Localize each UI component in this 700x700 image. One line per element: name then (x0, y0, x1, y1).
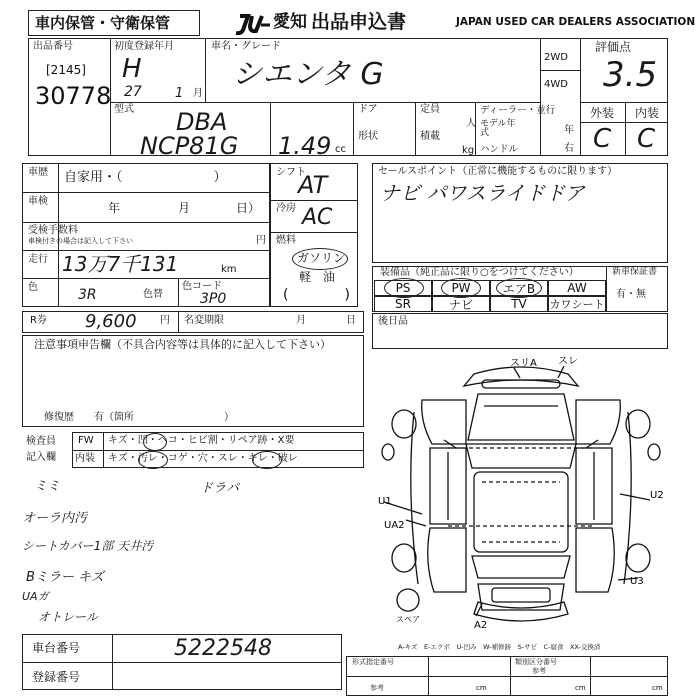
note-3: オーラ内汚 (22, 511, 88, 526)
circle-scuff (252, 451, 282, 469)
note-6: UAガ (22, 590, 49, 603)
equip-leather: カワシート (549, 298, 605, 311)
recycle-unit: 円 (160, 315, 170, 326)
door-label: ドア (358, 104, 378, 115)
inspection-label: 車検 (28, 196, 48, 207)
chassis-value: 5222548 (174, 636, 272, 661)
equipment-label: 装備品（純正品に限り○をつけてください） (380, 267, 579, 278)
color-value: 3R (78, 287, 97, 303)
back-date-block (372, 313, 668, 349)
score-value: 3.5 (603, 55, 658, 95)
equip-pw: PW (432, 280, 490, 296)
selling-label: セールスポイント（正常に機能するものに限ります） (378, 166, 618, 177)
note-1: ミミ (34, 479, 61, 494)
ref-label-2: 参考 (532, 667, 546, 675)
equip-tv: TV (490, 296, 548, 312)
score-label: 評価点 (595, 40, 632, 54)
cm-2: cm (575, 684, 586, 692)
drive-4wd: 4WD (544, 79, 568, 90)
car-name-label: 車名・グレード (211, 41, 281, 52)
selling-block (372, 163, 668, 263)
shape-number-label: 形式指定番号 (352, 658, 394, 666)
color-label: 色 (28, 282, 38, 293)
fuel-label: 燃料 (276, 235, 296, 246)
displacement-unit: cc (335, 144, 346, 155)
circle-dent (143, 433, 167, 451)
ref-label-1: 参考 (370, 684, 384, 692)
note-7: オトレール (38, 610, 98, 624)
recycle-label: R券 (30, 315, 47, 326)
inspector-label2: 記入欄 (26, 452, 56, 463)
car-name-value: シエンタ G (232, 57, 384, 92)
equip-aw: AW (548, 280, 606, 296)
repair-history: 修復歴 有（箇所 ） (44, 412, 234, 423)
capacity-label: 定員 (420, 104, 440, 115)
inspector-label1: 検査員 (26, 436, 56, 447)
notes-label: 注意事項申告欄（不具合内容等は具体的に記入して下さい） (34, 338, 331, 351)
interior-label: 内装 (635, 106, 660, 120)
note-2: ドラバ (200, 481, 240, 496)
drive-2wd: 2WD (544, 52, 568, 63)
fuel-diesel: 軽 油 (299, 270, 336, 284)
inspector-fw-row: キズ・凹・ヘコ・ヒビ割・リペア跡・X要 (108, 435, 295, 446)
note-5: Bミラー キズ (26, 570, 104, 585)
inspector-fw-label: FW (78, 435, 94, 446)
lot-label: 出品番号 (33, 41, 73, 52)
car-diagram (374, 352, 668, 642)
storage-text: 車内保管・守衛保管 (35, 14, 171, 32)
fee-label: 受検手数料 (28, 225, 78, 236)
name-change-day: 日 (346, 315, 356, 326)
inspection-month: 月 (178, 201, 191, 215)
name-change-month: 月 (296, 315, 306, 326)
dealer-handle: ハンドル (480, 144, 519, 155)
mark-scuff: スレ (558, 356, 578, 367)
dealer-model-year: モデル年式 (480, 119, 516, 138)
dealer-label: ディーラー・並行 (480, 105, 556, 116)
mark-u1: U1 (378, 496, 392, 507)
warranty-label: 新車保証書 (612, 267, 658, 277)
load-label: 積載 (420, 131, 440, 142)
reg-month-unit: 月 (193, 88, 203, 99)
storage-box (28, 10, 200, 36)
interior-value: C (637, 124, 656, 154)
shift-value: AT (298, 171, 328, 199)
fuel-paren: ( ) (283, 287, 350, 303)
inspection-year: 年 (108, 201, 121, 215)
dealer-year-unit: 年 (564, 125, 574, 136)
fuel-gasoline: ガソリン (297, 251, 346, 265)
usage-label: 車歴 (28, 167, 48, 178)
mileage-unit: km (221, 264, 237, 275)
circle-dirt (138, 451, 168, 469)
model-line2: NCP81G (140, 132, 239, 160)
association-name: JAPAN USED CAR DEALERS ASSOCIATION (456, 16, 696, 28)
aircon-value: AC (302, 205, 333, 230)
mark-u2: U2 (650, 490, 664, 501)
usage-value: 自家用・（ ） (64, 170, 227, 185)
chassis-label: 車台番号 (32, 641, 81, 655)
ju-logo-mark (234, 13, 272, 35)
color-code-value: 3P0 (200, 291, 227, 307)
displacement-value: 1.49 (278, 132, 332, 160)
lot-bracket: [2145] (46, 63, 86, 77)
equip-ps: PS (374, 280, 432, 296)
model-line1: DBA (176, 108, 228, 136)
name-change-label: 名変期限 (184, 315, 224, 326)
selling-value: ナビ パワスライドドア (380, 181, 585, 205)
circle-ps (384, 278, 424, 298)
reg-year: 27 (124, 84, 142, 100)
recycle-value: 9,600 (85, 311, 137, 332)
color-tone-label: 色替 (143, 289, 163, 300)
lot-number: 30778 (35, 82, 112, 110)
reg-month: 1 (175, 86, 184, 101)
fee-sub: 車検付きの場合は記入して下さい (28, 237, 133, 245)
mark-ua2: UA2 (384, 520, 405, 531)
load-unit: kg (462, 145, 475, 156)
aircon-label: 冷房 (276, 203, 296, 214)
reg-label: 初度登録年月 (114, 41, 174, 52)
class-number-label: 類別区分番号 (515, 658, 557, 666)
form-title: 出品申込書 (311, 11, 407, 33)
mileage-label: 走行 (28, 254, 48, 265)
reg-era: H (122, 54, 142, 84)
dealer-right: 右 (564, 143, 574, 154)
warranty-value: 有・無 (616, 289, 646, 300)
circle-airbag (496, 278, 542, 298)
cm-1: cm (476, 684, 487, 692)
exterior-label: 外装 (590, 106, 615, 120)
shape-label: 形状 (358, 131, 378, 142)
damage-legend: A-キズ E-エクボ U-凹み W-補修跡 S-サビ C-腐食 XX-交換済 (398, 643, 601, 651)
mileage-value: 13万7千131 (62, 252, 179, 276)
ju-logo (234, 13, 272, 35)
back-date-label: 後日品 (378, 316, 408, 327)
logo-text: 愛知 (273, 12, 307, 32)
circle-pw (441, 278, 481, 298)
capacity-unit: 人 (466, 118, 476, 129)
equip-navi: ナビ (432, 296, 490, 312)
fee-unit: 円 (256, 235, 266, 246)
model-label: 型式 (114, 104, 134, 115)
cm-3: cm (652, 684, 663, 692)
mark-u3: U3 (630, 576, 644, 587)
plate-label: 登録番号 (32, 670, 81, 684)
color-code-label: 色コード (182, 281, 222, 292)
mark-a2: A2 (474, 620, 488, 631)
note-4: シートカバー1部 天井汚 (22, 539, 154, 553)
inspection-day: 日） (236, 201, 261, 215)
exterior-value: C (593, 124, 612, 154)
inspector-int-row: キズ・汚レ・コゲ・穴・スレ・キレ・破レ (108, 453, 298, 464)
equip-sr: SR (374, 296, 432, 312)
mark-scratch-a: スリA (510, 358, 537, 369)
equip-airbag: エアB (490, 280, 548, 296)
shift-label: シフト (276, 167, 306, 178)
inspector-int-label: 内装 (75, 453, 95, 464)
spare-label: スペア (396, 615, 420, 624)
